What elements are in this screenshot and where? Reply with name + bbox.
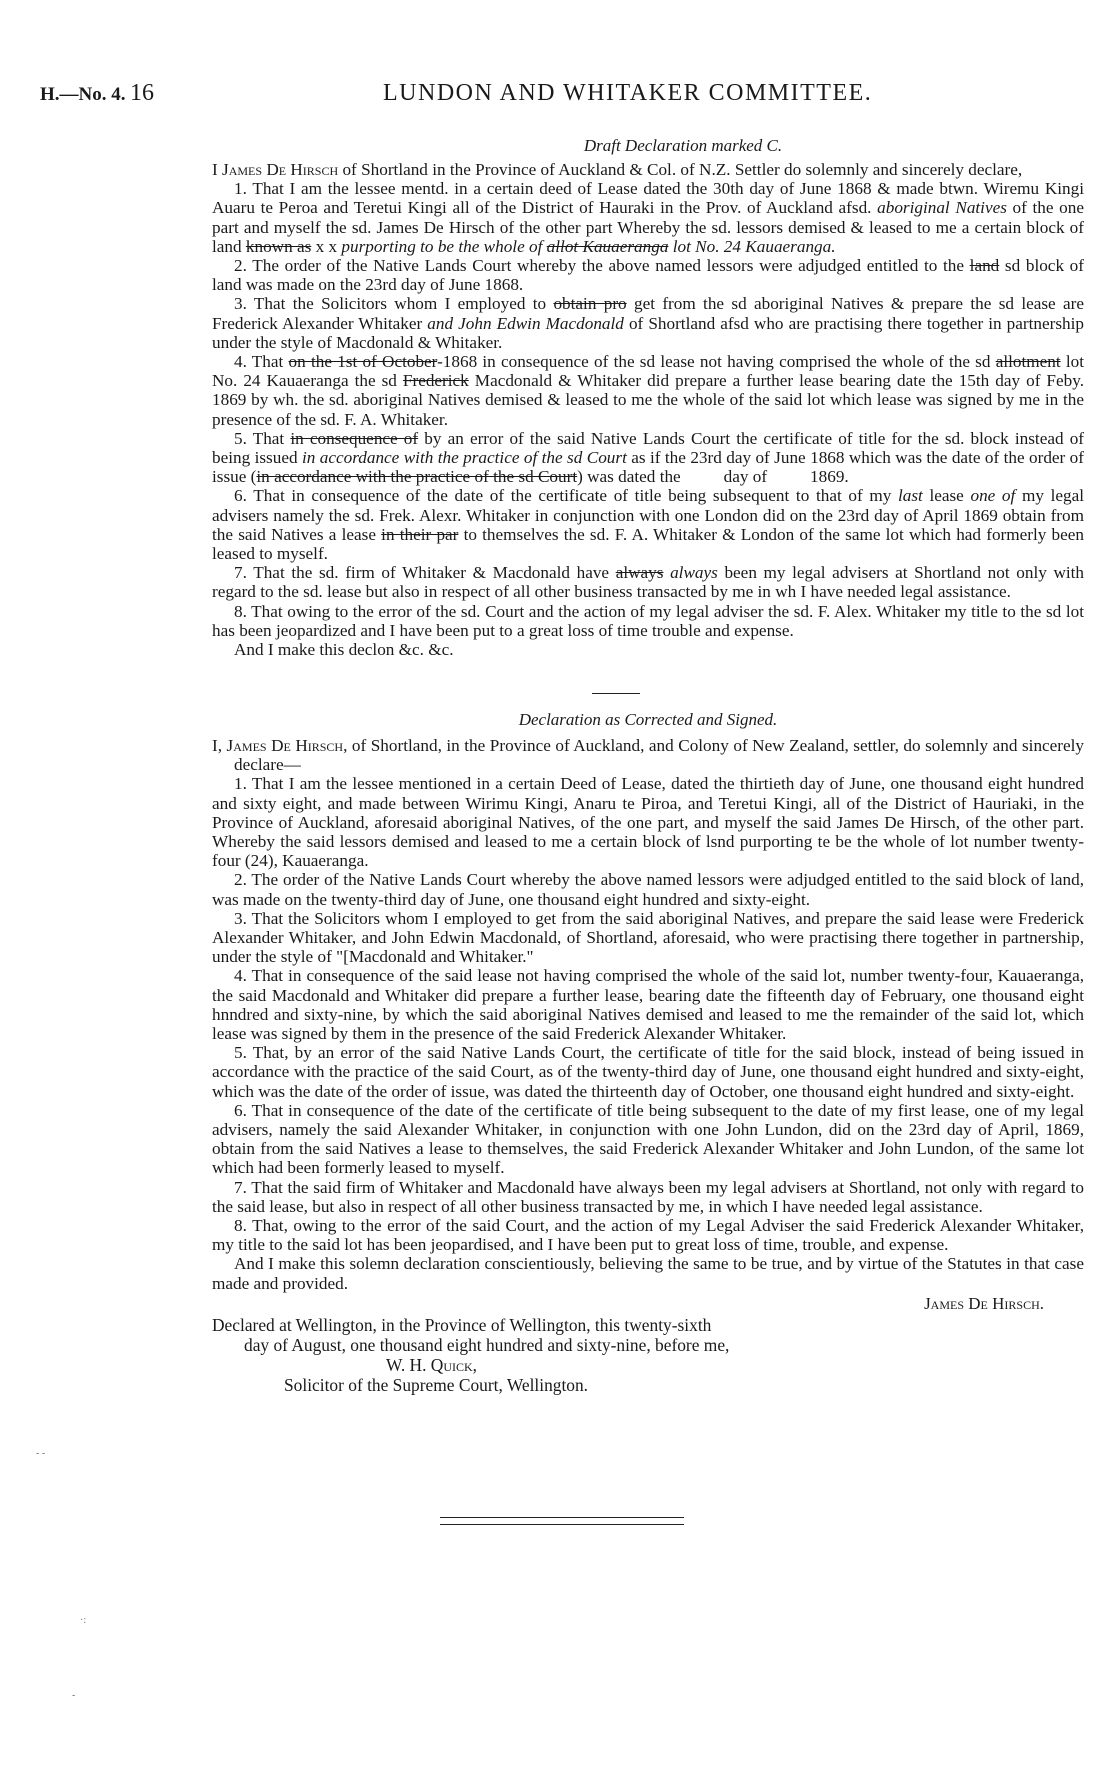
- final-paragraph-7: 7. That the said firm of Whitaker and Macdonald have always been my legal advisers at Shortland, not only with regard to the said lease, but also in respect of all other business transacted by me, in which I have needed legal assistance.: [212, 1177, 1084, 1216]
- final-title: Declaration as Corrected and Signed.: [518, 710, 778, 729]
- declarant-signature: James De Hirsch.: [924, 1293, 1044, 1313]
- draft-paragraph-4: 4. That on the 1st of October-1868 in consequence of the sd lease not having comprised the whole of the sd allotment lot No. 24 Kauaeranga the sd Frederick Macdonald & Whitaker did prepare a further lease bearing date the 15th day of Feby. 1869 by wh. the sd. aboriginal Natives demised & leased to me the whole of the said lot which lease was signed by me in the presence of the sd. F. A. Whitaker.: [212, 352, 1085, 429]
- running-title: LUNDON AND WHITAKER COMMITTEE.: [383, 80, 873, 106]
- document-reference: H.—No. 4.: [40, 84, 126, 105]
- final-paragraph-1: 1. That I am the lessee mentioned in a certain Deed of Lease, dated the thirtieth day of June, one thousand eight hundred and sixty eight, and made between Wirimu Kingi, Anaru te Piroa, and Teretui Kingi, all of the District of Hauriaki, in the Province of Auckland, aforesaid aboriginal Natives, of the one part, and myself the said James De Hirsch, of the other part. Whereby the said lessors demised and leased to me a certain block of lsnd purporting te be the whole of lot number twenty-four (24), Kauaeranga.: [212, 774, 1084, 871]
- declared-line-2: day of August, one thousand eight hundred and sixty-nine, before me,: [244, 1334, 730, 1355]
- margin-mark: ·:: [80, 1615, 87, 1626]
- final-closing: And I make this solemn declaration conscientiously, believing the same to be true, and by virtue of the Statutes in that case made and provided.: [212, 1254, 1084, 1293]
- witness-name: W. H. Quick,: [386, 1354, 478, 1375]
- final-paragraph-4: 4. That in consequence of the said lease not having comprised the whole of the said lot, number twenty-four, Kauaeranga, the said Macdonald and Whitaker did prepare a further lease, bearing date the fifteenth day of February, one thousand eight hnndred and sixty-nine, by which the said aboriginal Natives demised and leased to me the remainder of the said lot, which lease was signed by them in the presence of the said Frederick Alexander Whitaker.: [212, 966, 1084, 1044]
- final-paragraph-5: 5. That, by an error of the said Native Lands Court, the certificate of title for the said block, instead of being issued in accordance with the practice of the said Court, as of the twenty-third day of June, one thousand eight hundred and sixty-eight, which was the date of the order of issue, was dated the thirteenth day of October, one thousand eight hundred and sixty-eight.: [212, 1043, 1084, 1101]
- final-declaration-section: [212, 710, 1084, 1395]
- draft-paragraph-1: 1. That I am the lessee mentd. in a certain deed of Lease dated the 30th day of June 1868 & made btwn. Wiremu Kingi Auaru te Peroa and Teretui Kingi all of the District of Hauraki in the Prov. of Auckland afsd. aboriginal Natives of the one part and myself the sd. James De Hirsch of the other part Whereby the sd. lessors demised & leased to me a certain block of land known as x x purporting to be the whole of allot Kauaeranga lot No. 24 Kauaeranga.: [212, 179, 1084, 256]
- draft-paragraph-3: 3. That the Solicitors whom I employed to obtain pro get from the sd aboriginal Natives & prepare the sd lease are Frederick Alexander Whitaker and John Edwin Macdonald of Shortland afsd who are practising there together in partnership under the style of Macdonald & Whitaker.: [212, 294, 1084, 352]
- final-intro: I, James De Hirsch, of Shortland, in the Province of Auckland, and Colony of New Zealand, settler, do solemnly and sincerely declare—: [212, 736, 1085, 775]
- draft-title: Draft Declaration marked C.: [583, 136, 783, 155]
- draft-paragraph-6: 6. That in consequence of the date of the certificate of title being subsequent to that of my last lease one of my legal advisers namely the sd. Frek. Alexr. Whitaker in conjunction with one London did on the 23rd day of April 1869 obtain from the said Natives a lease in their par to themselves the sd. F. A. Whitaker & London of the same lot which had formerly been leased to myself.: [212, 486, 1084, 564]
- draft-intro: I James De Hirsch of Shortland in the Province of Auckland & Col. of N.Z. Settler do solemnly and sincerely declare,: [212, 160, 1023, 179]
- margin-mark: -: [72, 1690, 76, 1701]
- draft-declaration-section: [212, 136, 1084, 659]
- draft-closing: And I make this declon &c. &c.: [234, 640, 454, 660]
- draft-paragraph-5: 5. That in consequence of by an error of the said Native Lands Court the certificate of title for the sd. block instead of being issued in accordance with the practice of the sd Court as if the 23rd day of June 1868 which was the date of the order of issue (in accordance with the practice of the sd Court) was dated the day of 1869.: [212, 428, 1085, 487]
- page-number: 16: [130, 80, 154, 106]
- draft-paragraph-8: 8. That owing to the error of the sd. Court and the action of my legal adviser the sd. F. Alex. Whitaker my title to the sd lot has been jeopardized and I have been put to a great loss of time trouble and expense.: [212, 601, 1084, 640]
- draft-paragraph-2: 2. The order of the Native Lands Court whereby the above named lessors were adjudged entitled to the land sd block of land was made on the 23rd day of June 1868.: [212, 256, 1084, 295]
- page-header: [40, 78, 1080, 112]
- draft-paragraph-7: 7. That the sd. firm of Whitaker & Macdonald have always always been my legal advisers at Shortland not only with regard to the sd. lease but also in respect of all other business transacted by me in wh I have needed legal assistance.: [212, 563, 1085, 602]
- final-paragraph-8: 8. That, owing to the error of the said Court, and the action of my Legal Adviser the said Frederick Alexander Whitaker, my title to the said lot has been jeopardised, and I have been put to great loss of time, trouble, and expense.: [212, 1216, 1084, 1255]
- end-double-rule: [440, 1517, 684, 1525]
- final-paragraph-6: 6. That in consequence of the date of the certificate of title being subsequent to the date of my first lease, one of my legal advisers, namely the said Alexander Whitaker, in conjunction with one John Lundon, did on the 23rd day of April, 1869, obtain from the said Natives a lease to themselves, the said Frederick Alexander Whitaker and John Lundon, of the same lot which had been formerly leased to myself.: [212, 1100, 1084, 1178]
- margin-mark: - -: [36, 1448, 46, 1459]
- section-divider: [592, 693, 640, 694]
- final-paragraph-2: 2. The order of the Native Lands Court whereby the above named lessors were adjudged entitled to the said block of land, was made on the twenty-third day of June, one thousand eight hundred and sixty-eight.: [212, 870, 1084, 909]
- final-paragraph-3: 3. That the Solicitors whom I employed to get from the said aboriginal Natives, and prepare the said lease were Frederick Alexander Whitaker, and John Edwin Macdonald, of Shortland, aforesaid, who were practising there together in partnership, under the style of "[Macdonald and Whitaker.": [212, 908, 1084, 967]
- declared-line-1: Declared at Wellington, in the Province of Wellington, this twenty-sixth: [212, 1314, 712, 1335]
- witness-title: Solicitor of the Supreme Court, Wellington.: [284, 1374, 589, 1395]
